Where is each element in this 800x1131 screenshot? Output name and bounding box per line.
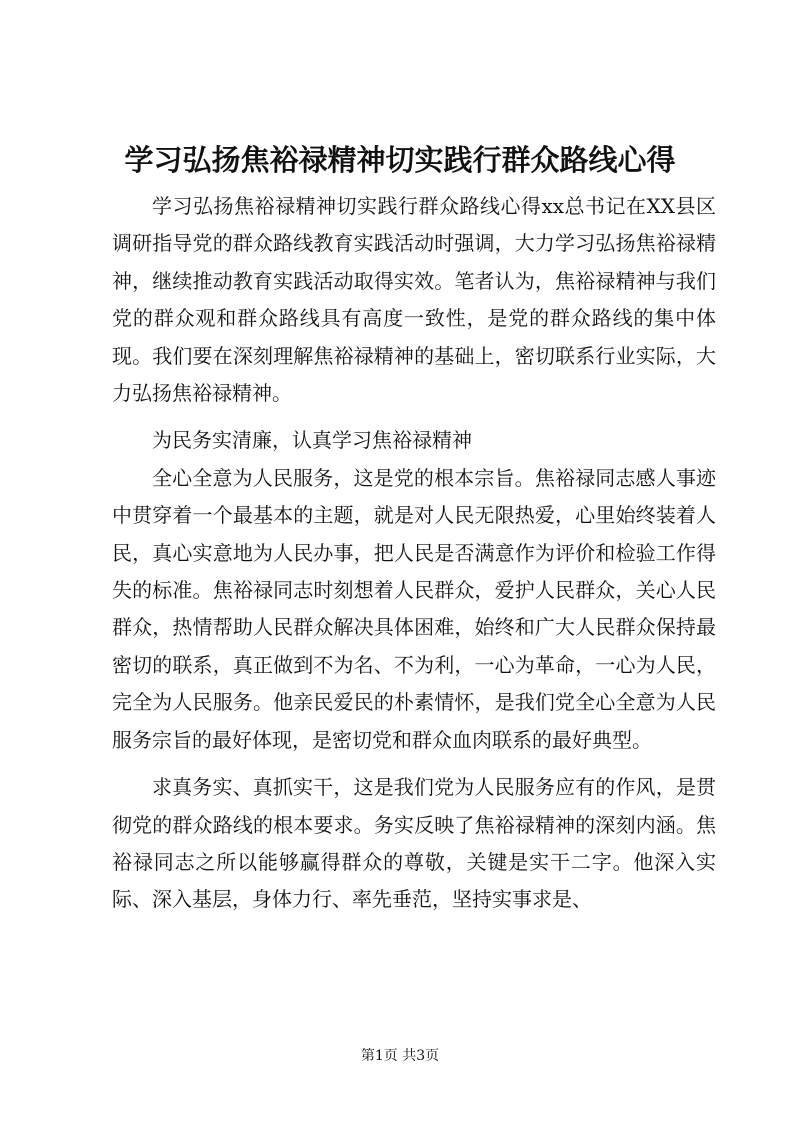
paragraph-serve-people: 全心全意为人民服务，这是党的根本宗旨。焦裕禄同志感人事迹中贯穿着一个最基本的主题，就是对人民无限热爱，心里始终装着人民，真心实意地为人民办事，把人民是否满意作为评价和检验工作得失的标准。焦裕禄同志时刻想着人民群众，爱护人民群众，关心人民群众，热情帮助人民群众解决具体困难，始终和广大人民群众保持最密切的联系，真正做到不为名、不为利，一心为革命，一心为人民，完全为人民服务。他亲民爱民的朴素情怀，是我们党全心全意为人民服务宗旨的最好体现，是密切党和群众血肉联系的最好典型。 [112,465,716,752]
page-footer: 第1页 共3页 [360,1048,440,1064]
paragraph-pragmatic: 求真务实、真抓实干，这是我们党为人民服务应有的作风，是贯彻党的群众路线的根本要求。务实反映了焦裕禄精神的深刻内涵。焦裕禄同志之所以能够赢得群众的尊敬，关键是实干二字。他深入实际、深入基层，身体力行、率先垂范，坚持实事求是、 [112,775,716,912]
paragraph-section-heading: 为民务实清廉，认真学习焦裕禄精神 [152,428,472,453]
paragraph-intro: 学习弘扬焦裕禄精神切实践行群众路线心得xx总书记在XX县区调研指导党的群众路线教育实践活动时强调，大力学习弘扬焦裕禄精神，继续推动教育实践活动取得实效。笔者认为，焦裕禄精神与我们党的群众观和群众路线具有高度一致性，是党的群众路线的集中体现。我们要在深刻理解焦裕禄精神的基础上，密切联系行业实际，大力弘扬焦裕禄精神。 [112,194,716,406]
document-body [112,188,716,919]
document-title: 学习弘扬焦裕禄精神切实践行群众路线心得 [124,143,676,177]
